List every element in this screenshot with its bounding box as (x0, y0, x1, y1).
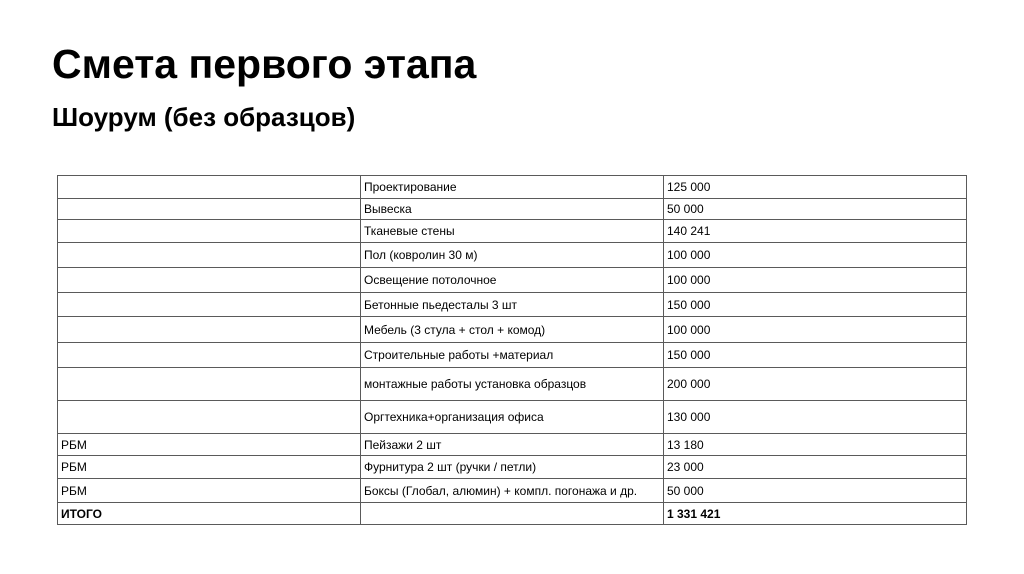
item-cell: Освещение потолочное (361, 268, 664, 293)
table-row (58, 199, 967, 220)
table-row (58, 434, 967, 456)
total-label: ИТОГО (58, 503, 361, 525)
table-row (58, 401, 967, 434)
table-row (58, 343, 967, 368)
item-cell: Пол (ковролин 30 м) (361, 243, 664, 268)
amount-cell: 130 000 (664, 401, 967, 434)
amount-cell: 50 000 (664, 479, 967, 503)
amount-cell: 150 000 (664, 293, 967, 317)
category-cell (58, 220, 361, 243)
amount-cell: 100 000 (664, 243, 967, 268)
category-cell (58, 293, 361, 317)
item-cell: Тканевые стены (361, 220, 664, 243)
item-cell: монтажные работы установка образцов (361, 368, 664, 401)
amount-cell: 23 000 (664, 456, 967, 479)
estimate-table (57, 175, 967, 525)
table-row (58, 268, 967, 293)
category-cell: РБМ (58, 479, 361, 503)
amount-cell: 125 000 (664, 176, 967, 199)
item-cell: Оргтехника+организация офиса (361, 401, 664, 434)
amount-cell: 200 000 (664, 368, 967, 401)
item-cell: Фурнитура 2 шт (ручки / петли) (361, 456, 664, 479)
total-row (58, 503, 967, 525)
category-cell (58, 268, 361, 293)
table-row (58, 176, 967, 199)
amount-cell: 13 180 (664, 434, 967, 456)
item-cell: Пейзажи 2 шт (361, 434, 664, 456)
category-cell (58, 176, 361, 199)
category-cell: РБМ (58, 456, 361, 479)
table-row (58, 368, 967, 401)
category-cell: РБМ (58, 434, 361, 456)
category-cell (58, 199, 361, 220)
amount-cell: 100 000 (664, 268, 967, 293)
category-cell (58, 343, 361, 368)
amount-cell: 50 000 (664, 199, 967, 220)
item-cell: Мебель (3 стула + стол + комод) (361, 317, 664, 343)
item-cell: Боксы (Глобал, алюмин) + компл. погонажа и др. (361, 479, 664, 503)
item-cell: Проектирование (361, 176, 664, 199)
category-cell (58, 317, 361, 343)
amount-cell: 140 241 (664, 220, 967, 243)
table-row (58, 479, 967, 503)
total-item-cell (361, 503, 664, 525)
category-cell (58, 368, 361, 401)
item-cell: Вывеска (361, 199, 664, 220)
item-cell: Бетонные пьедесталы 3 шт (361, 293, 664, 317)
category-cell (58, 401, 361, 434)
item-cell: Строительные работы +материал (361, 343, 664, 368)
page-subtitle: Шоурум (без образцов) (52, 102, 356, 132)
table-row (58, 243, 967, 268)
table-row (58, 317, 967, 343)
table-row (58, 220, 967, 243)
table-row (58, 293, 967, 317)
category-cell (58, 243, 361, 268)
page-title: Смета первого этапа (52, 41, 477, 87)
table-row (58, 456, 967, 479)
amount-cell: 100 000 (664, 317, 967, 343)
amount-cell: 150 000 (664, 343, 967, 368)
total-amount: 1 331 421 (664, 503, 967, 525)
